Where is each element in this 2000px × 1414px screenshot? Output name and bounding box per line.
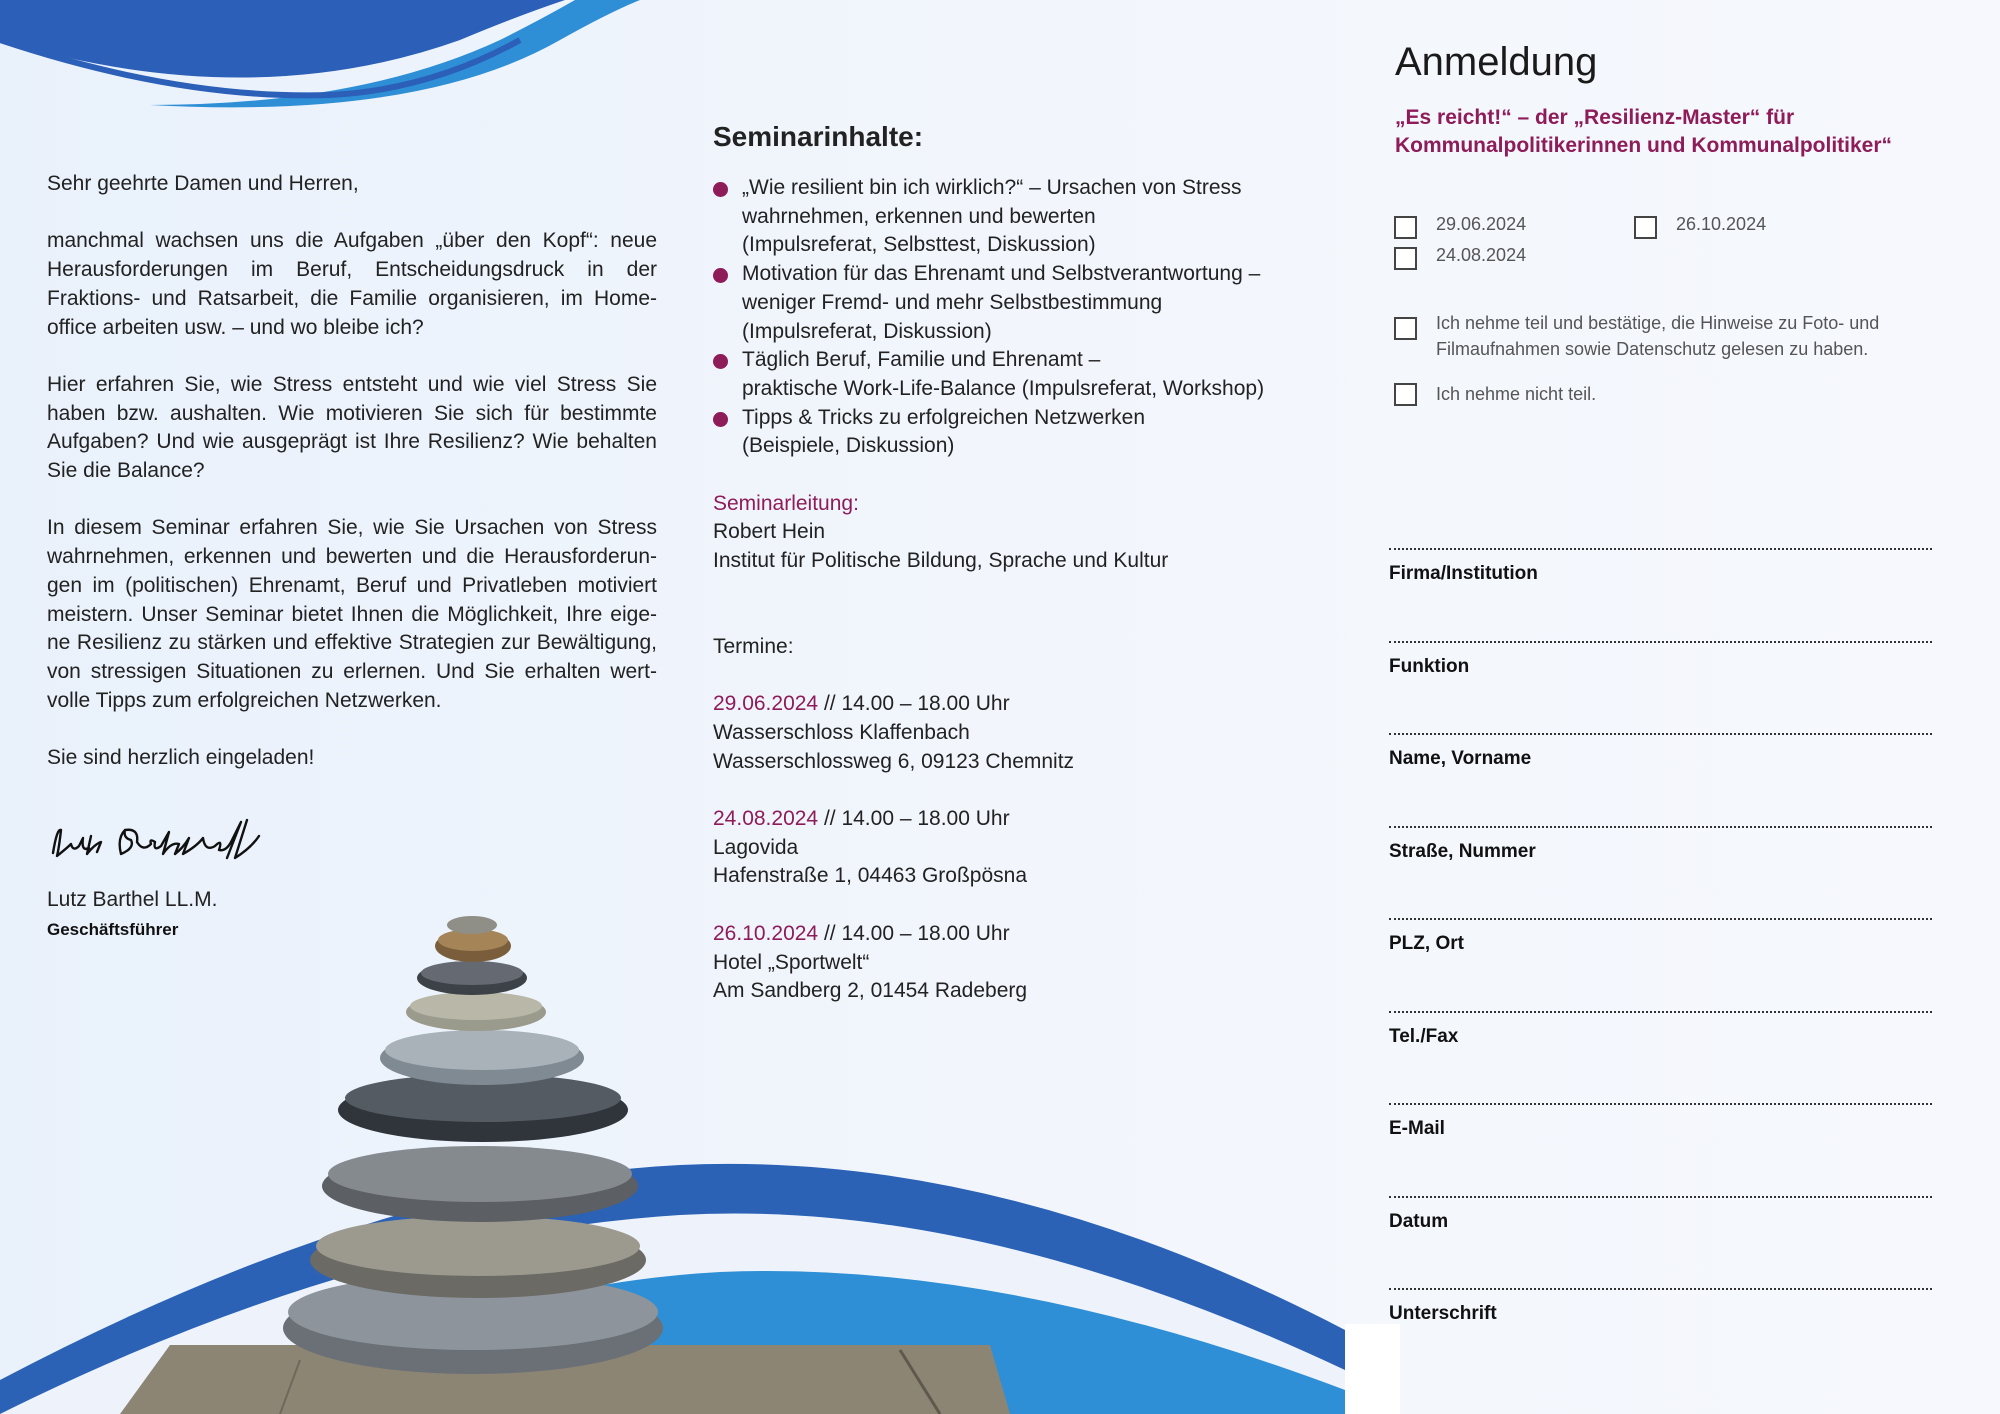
termine-heading: Termine: xyxy=(713,634,794,658)
termin-address: Am Sandberg 2, 01454 Radeberg xyxy=(713,979,1028,1003)
seminar-item: Tipps & Tricks zu erfolgreichen Netzwerken (Beispiele, Diskussion) xyxy=(713,404,1303,461)
letter-paragraph-2: Hier erfahren Sie, wie Stress entsteht und wie viel Stress Sie haben bzw. aushalten. Wie motivieren Sie sich für bestimmte Aufgaben? Und wie ausgeprägt ist Ihre Resilienz? Wie behalten Sie die Balance? xyxy=(47,372,657,482)
termin-venue: Wasserschloss Klaffenbach xyxy=(713,720,970,744)
signer-name: Lutz Barthel LL.M. xyxy=(47,888,218,911)
field-email-label: E-Mail xyxy=(1389,1118,1445,1139)
field-funktion-label: Funktion xyxy=(1389,656,1470,677)
seminar-item: Täglich Beruf, Familie und Ehrenamt – praktische Work-Life-Balance (Impulsreferat, Workshop) xyxy=(713,346,1303,403)
seminar-leader-name: Robert Hein xyxy=(713,520,826,544)
letter-greeting: Sehr geehrte Damen und Herren, xyxy=(47,172,359,195)
stone-stack xyxy=(283,916,663,1374)
termin-address: Wasserschlossweg 6, 09123 Chemnitz xyxy=(713,749,1075,773)
field-firma-label: Firma/Institution xyxy=(1389,563,1538,584)
field-plz-line[interactable] xyxy=(1389,918,1932,920)
seminar-column xyxy=(713,120,1303,1006)
checkbox-date-3-label: 26.10.2024 xyxy=(1676,214,1767,234)
field-tel-label: Tel./Fax xyxy=(1389,1026,1459,1047)
letter-paragraph-3: In diesem Seminar erfahren Sie, wie Sie Ursachen von Stress wahrnehmen, erkennen und bewerten und die Herausforderun-gen im (politischen) Ehrenamt, Beruf und Privatleben motiviert meistern. Unser Seminar bietet Ihnen die Möglichkeit, Ihre eige-ne Resilienz zu stärken und effektive Strategien zur Bewältigung, von stressigen Situationen zu erlernen. Und Sie erhalten wert-volle Tipps zum erfolgreichen Netzwerken. xyxy=(47,516,657,712)
field-unterschrift-line[interactable] xyxy=(1389,1288,1932,1290)
signer-role: Geschäftsführer xyxy=(47,920,179,939)
checkbox-consent[interactable] xyxy=(1394,317,1417,340)
field-unterschrift-label: Unterschrift xyxy=(1389,1303,1497,1324)
handwritten-signature xyxy=(47,808,287,868)
seminar-heading: Seminarinhalte: xyxy=(713,121,924,152)
checkbox-consent-label: Ich nehme teil und bestätige, die Hinweise zu Foto- und Filmaufnahmen sowie Datenschutz gelesen zu haben. xyxy=(1436,313,1880,359)
letter-closing: Sie sind herzlich eingeladen! xyxy=(47,746,315,769)
termin-time: // 14.00 – 18.00 Uhr xyxy=(818,692,1010,716)
field-name-line[interactable] xyxy=(1389,733,1932,735)
checkbox-date-2[interactable] xyxy=(1394,247,1417,270)
registration-subtitle: „Es reicht!“ – der „Resilienz-Master“ für Kommunalpolitikerinnen und Kommunalpolitiker“ xyxy=(1395,106,1893,157)
seminar-item: „Wie resilient bin ich wirklich?“ – Ursachen von Stress wahrnehmen, erkennen und bewerten (Impulsreferat, Selbsttest, Diskussion) xyxy=(713,174,1303,260)
field-firma-line[interactable] xyxy=(1389,548,1932,550)
termin-venue: Lagovida xyxy=(713,835,799,859)
field-strasse-label: Straße, Nummer xyxy=(1389,841,1536,862)
field-email-line[interactable] xyxy=(1389,1103,1932,1105)
seminar-item: Motivation für das Ehrenamt und Selbstverantwortung – weniger Fremd- und mehr Selbstbestimmung (Impulsreferat, Diskussion) xyxy=(713,260,1303,346)
termin-entry xyxy=(713,805,1303,891)
field-strasse-line[interactable] xyxy=(1389,826,1932,828)
letter-paragraph-1: manchmal wachsen uns die Aufgaben „über den Kopf“: neue Herausforderungen im Beruf, Entscheidungsdruck in der Fraktions- und Ratsarbeit, die Familie organisieren, im Home-office arbeiten usw. – und wo bleibe ich? xyxy=(47,229,657,339)
registration-title: Anmeldung xyxy=(1395,40,1598,84)
checkbox-date-3[interactable] xyxy=(1634,216,1657,239)
termin-time: // 14.00 – 18.00 Uhr xyxy=(818,807,1010,831)
field-tel-line[interactable] xyxy=(1389,1011,1932,1013)
field-name-label: Name, Vorname xyxy=(1389,748,1532,769)
field-plz-label: PLZ, Ort xyxy=(1389,933,1464,954)
termin-date: 26.10.2024 xyxy=(713,921,819,945)
field-datum-label: Datum xyxy=(1389,1211,1449,1232)
white-block xyxy=(1345,1324,1400,1414)
seminar-leader-institute: Institut für Politische Bildung, Sprache und Kultur xyxy=(713,549,1169,573)
checkbox-decline[interactable] xyxy=(1394,383,1417,406)
checkbox-decline-label: Ich nehme nicht teil. xyxy=(1436,384,1597,404)
field-datum-line[interactable] xyxy=(1389,1196,1932,1198)
termin-entry xyxy=(713,920,1303,1006)
termin-time: // 14.00 – 18.00 Uhr xyxy=(818,921,1010,945)
letter-body xyxy=(47,170,657,801)
checkbox-date-1[interactable] xyxy=(1394,216,1417,239)
checkbox-date-2-label: 24.08.2024 xyxy=(1436,245,1527,265)
seminar-leader-label: Seminarleitung: xyxy=(713,491,859,515)
termin-venue: Hotel „Sportwelt“ xyxy=(713,950,870,974)
termin-date: 24.08.2024 xyxy=(713,807,819,831)
field-funktion-line[interactable] xyxy=(1389,641,1932,643)
termin-date: 29.06.2024 xyxy=(713,692,819,716)
termin-address: Hafenstraße 1, 04463 Großpösna xyxy=(713,864,1028,888)
termin-entry xyxy=(713,690,1303,776)
checkbox-date-1-label: 29.06.2024 xyxy=(1436,214,1527,234)
